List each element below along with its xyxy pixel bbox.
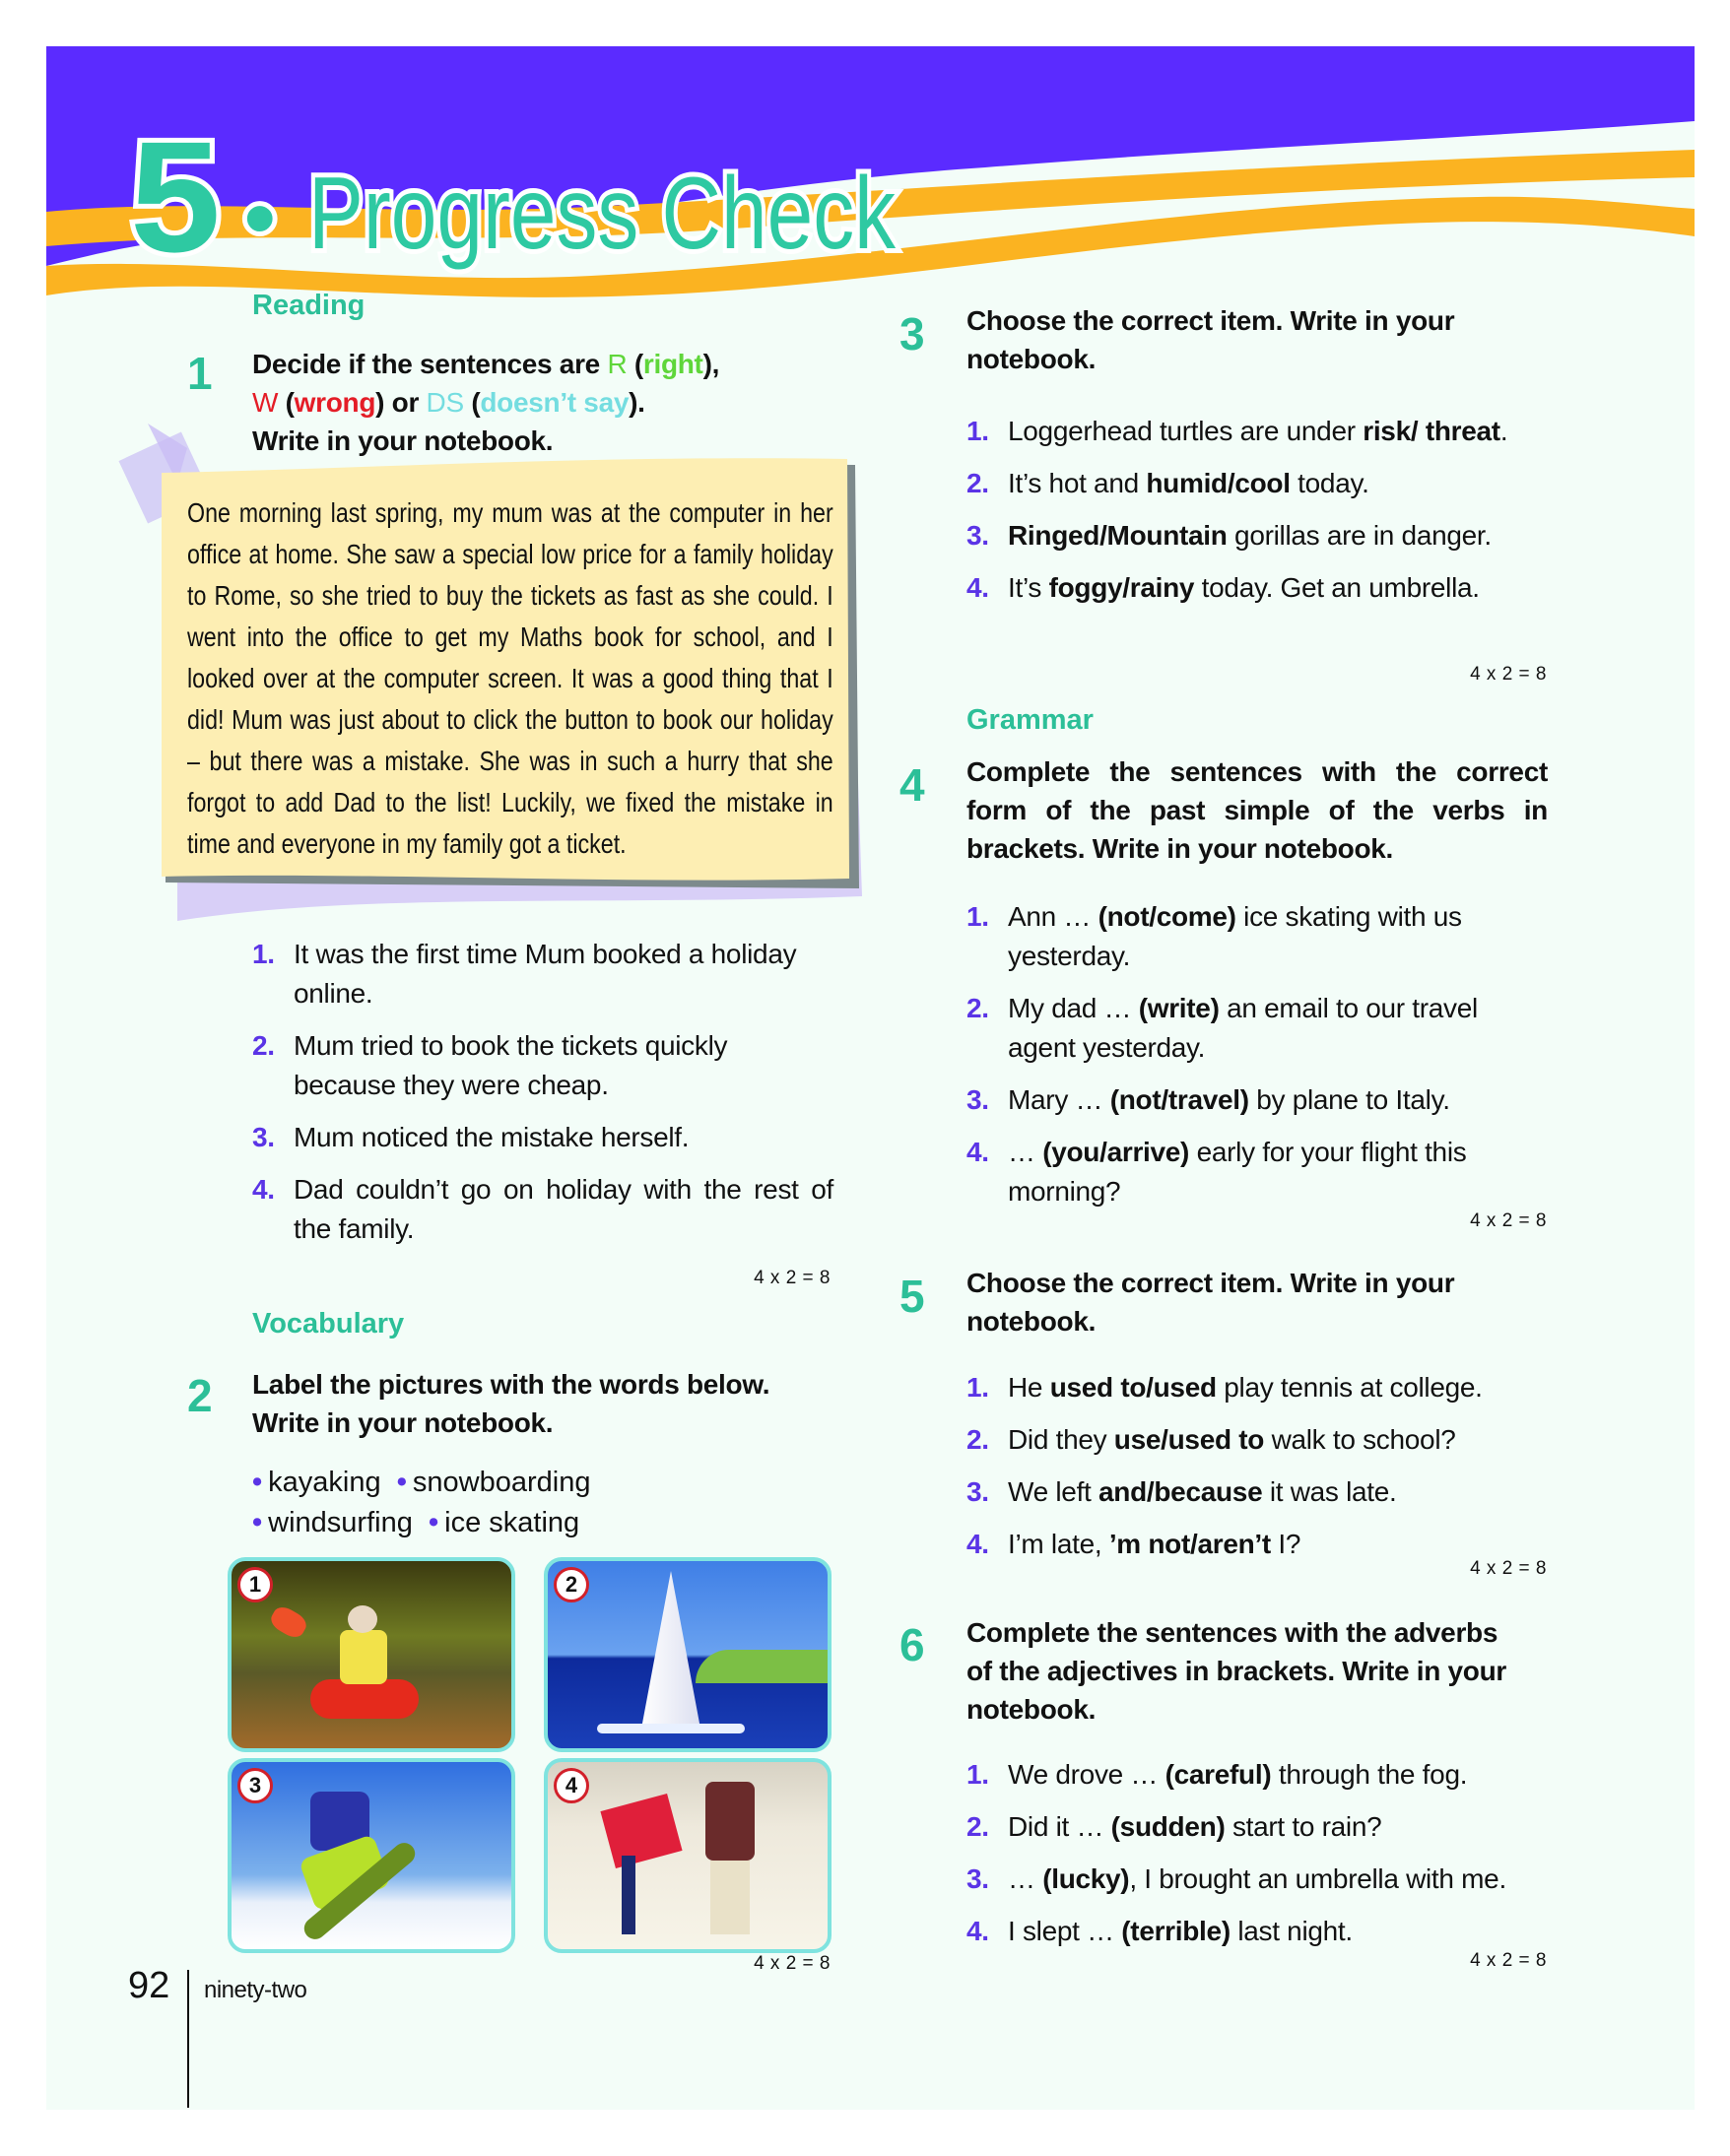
picture-kayaking bbox=[228, 1557, 515, 1752]
exercise-number-5: 5 bbox=[899, 1271, 925, 1322]
picture-snowboarding bbox=[228, 1758, 515, 1953]
list-item: 3. Mary … (not/travel) by plane to Italy. bbox=[966, 1084, 1450, 1115]
list-item: 1. Loggerhead turtles are under risk/ threat. bbox=[966, 416, 1508, 446]
list-item bbox=[252, 1118, 833, 1157]
list-item: 2. It’s hot and humid/cool today. bbox=[966, 468, 1369, 498]
label-r: R bbox=[607, 349, 628, 379]
label-w: W bbox=[252, 387, 279, 418]
list-item: 2. My dad … (write) an email to our travel agent yesterday. bbox=[966, 993, 1478, 1063]
item-text: Mum noticed the mistake herself. bbox=[294, 1122, 690, 1152]
score: 4 x 2 = 8 bbox=[1470, 1210, 1547, 1231]
item-number: 3. bbox=[252, 1122, 275, 1152]
exercise-1-list bbox=[252, 935, 833, 1262]
item-text: Dad couldn’t go on holiday with the rest of the family. bbox=[294, 1174, 833, 1244]
picture-number: 1 bbox=[237, 1567, 273, 1602]
label-wrong: wrong bbox=[294, 387, 376, 418]
exercise-number-3: 3 bbox=[899, 308, 925, 359]
item-number: 1. bbox=[252, 939, 275, 969]
instruction-or: or bbox=[384, 387, 427, 418]
list-item: 1. Ann … (not/come) ice skating with us yesterday. bbox=[966, 901, 1462, 971]
unit-number: 5 bbox=[130, 108, 221, 285]
score: 4 x 2 = 8 bbox=[754, 1268, 831, 1288]
list-item: 1. He used to/used play tennis at college. bbox=[966, 1372, 1483, 1403]
exercise-number-4: 4 bbox=[899, 759, 925, 811]
exercise-5-list bbox=[966, 1368, 1548, 1577]
list-item: 4. … (you/arrive) early for your flight this morning? bbox=[966, 1137, 1467, 1207]
score: 4 x 2 = 8 bbox=[1470, 664, 1547, 685]
exercise-3-instructions: Choose the correct item. Write in your notebook. bbox=[966, 305, 1455, 374]
score: 4 x 2 = 8 bbox=[754, 1953, 831, 1974]
section-heading-grammar: Grammar bbox=[966, 704, 1094, 736]
score: 4 x 2 = 8 bbox=[1470, 1950, 1547, 1971]
page-number: 92 bbox=[128, 1965, 170, 2006]
instruction-text: Decide if the sentences are bbox=[252, 349, 608, 379]
word-bank-item: • windsurfing bbox=[252, 1507, 413, 1538]
word-bank-item: • ice skating bbox=[428, 1507, 580, 1538]
section-heading-reading: Reading bbox=[252, 290, 366, 321]
title-text: Progress Check bbox=[308, 157, 897, 271]
label-right: right bbox=[642, 349, 703, 379]
item-number: 2. bbox=[252, 1030, 275, 1061]
label-doesnt-say: doesn’t say bbox=[480, 387, 630, 418]
exercise-6-instructions: Complete the sentences with the adverbs of the adjectives in brackets. Write in your notebook. bbox=[966, 1617, 1507, 1725]
list-item: 4. It’s foggy/rainy today. Get an umbrella. bbox=[966, 572, 1480, 603]
exercise-number-2: 2 bbox=[187, 1370, 213, 1421]
title-bullet: • bbox=[244, 169, 276, 268]
item-text: Mum tried to book the tickets quickly because they were cheap. bbox=[294, 1030, 728, 1100]
list-item: 3. We left and/because it was late. bbox=[966, 1476, 1397, 1507]
list-item: 2. Did it … (sudden) start to rain? bbox=[966, 1811, 1382, 1842]
instruction-write: Write in your notebook. bbox=[252, 425, 554, 456]
list-item: 4. I slept … (terrible) last night. bbox=[966, 1916, 1353, 1946]
item-number: 4. bbox=[252, 1174, 275, 1205]
list-item: 3. Ringed/Mountain gorillas are in danger. bbox=[966, 520, 1492, 551]
exercise-4-list bbox=[966, 897, 1548, 1224]
page-number-word: ninety-two bbox=[204, 1977, 307, 2003]
picture-windsurfing bbox=[544, 1557, 832, 1752]
exercise-5-instructions: Choose the correct item. Write in your notebook. bbox=[966, 1268, 1455, 1337]
score: 4 x 2 = 8 bbox=[1470, 1558, 1547, 1579]
page-title bbox=[0, 0, 985, 295]
picture-ice-skating bbox=[544, 1758, 832, 1953]
word-bank-item: • snowboarding bbox=[396, 1467, 591, 1498]
list-item: 3. … (lucky), I brought an umbrella with me. bbox=[966, 1863, 1506, 1894]
reading-passage: One morning last spring, my mum was at the computer in her office at home. She saw a special low price for a family holiday to Rome, so she tried to buy the tickets as fast as she could. I went into the office to get my Maths book for school, and I looked over at the computer screen. It was a good thing that I did! Mum was just about to click the button to book our holiday – but there was a mistake. She was in such a hurry that she forgot to add Dad to the list! Luckily, we fixed the mistake in time and everyone in my family got a ticket. bbox=[187, 497, 833, 859]
label-ds: DS bbox=[426, 387, 464, 418]
list-item: 1. We drove … (careful) through the fog. bbox=[966, 1759, 1468, 1790]
item-text: It was the first time Mum booked a holiday online. bbox=[294, 939, 797, 1009]
list-item bbox=[252, 1026, 833, 1105]
exercise-6-list bbox=[966, 1755, 1558, 1964]
exercise-2-instructions: Label the pictures with the words below. Write in your notebook. bbox=[252, 1369, 770, 1438]
list-item bbox=[252, 1170, 833, 1249]
exercise-number-1: 1 bbox=[187, 348, 213, 399]
word-bank-item: • kayaking bbox=[252, 1467, 381, 1498]
list-item: 4. I’m late, ’m not/aren’t I? bbox=[966, 1529, 1301, 1559]
exercise-1-instructions: Decide if the sentences are R (right), W (wrong) or DS (doesn’t say). Write in your notebook. bbox=[252, 349, 720, 456]
section-heading-vocabulary: Vocabulary bbox=[252, 1308, 405, 1339]
word-bank bbox=[252, 1463, 843, 1543]
list-item: 2. Did they use/used to walk to school? bbox=[966, 1424, 1456, 1455]
exercise-3-list bbox=[966, 412, 1548, 621]
picture-number: 3 bbox=[237, 1768, 273, 1803]
picture-number: 4 bbox=[554, 1768, 589, 1803]
picture-number: 2 bbox=[554, 1567, 589, 1602]
exercise-4-instructions: Complete the sentences with the correct form of the past simple of the verbs in brackets. Write in your notebook. bbox=[966, 756, 1548, 864]
list-item bbox=[252, 935, 833, 1013]
exercise-number-6: 6 bbox=[899, 1619, 925, 1670]
